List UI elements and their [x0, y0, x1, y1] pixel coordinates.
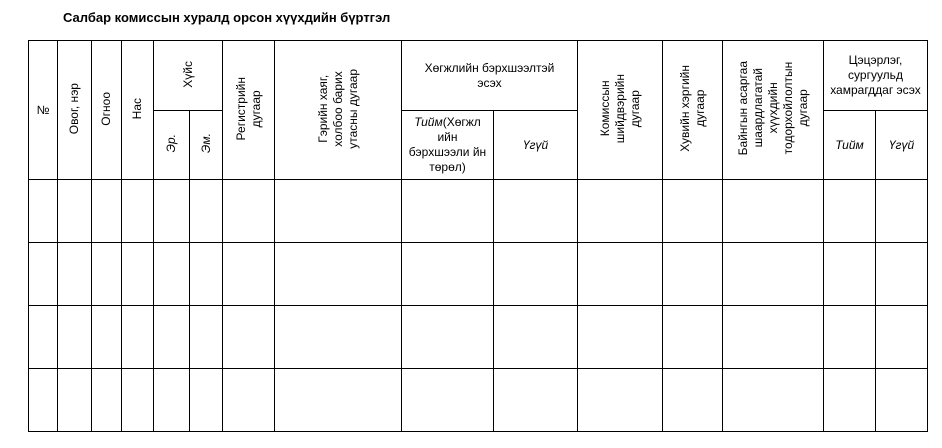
table-cell[interactable]: [824, 306, 876, 369]
table-cell[interactable]: [58, 243, 92, 306]
table-cell[interactable]: [275, 306, 402, 369]
table-cell[interactable]: [223, 306, 275, 369]
table-cell[interactable]: [578, 243, 663, 306]
col-file-header: Хувийн хэргийн дугаар: [663, 41, 723, 180]
col-birthdate-header: Огноо: [92, 41, 122, 180]
registration-table: [28, 40, 928, 432]
table-cell[interactable]: [58, 369, 92, 432]
table-cell[interactable]: [92, 243, 122, 306]
table-cell[interactable]: [29, 369, 58, 432]
col-female-header: Эм.: [190, 111, 223, 180]
col-disability-header: Хөгжлийн бэрхшээлтэй эсэх: [402, 41, 578, 111]
table-cell[interactable]: [122, 180, 154, 243]
table-cell[interactable]: [494, 243, 578, 306]
table-cell[interactable]: [275, 369, 402, 432]
col-kindergarten-no-header: Үгүй: [876, 111, 928, 180]
col-male-header: Эр.: [154, 111, 190, 180]
table-cell[interactable]: [190, 369, 223, 432]
col-kindergarten-header: Цэцэрлэг, сургуульд хамрагддаг эсэх: [824, 41, 928, 111]
table-cell[interactable]: [275, 180, 402, 243]
table-cell[interactable]: [663, 369, 723, 432]
table-cell[interactable]: [92, 180, 122, 243]
table-cell[interactable]: [154, 369, 190, 432]
table-cell[interactable]: [663, 180, 723, 243]
col-age-header: Нас: [122, 41, 154, 180]
table-row: [29, 180, 928, 243]
table-cell[interactable]: [876, 306, 928, 369]
table-cell[interactable]: [190, 243, 223, 306]
table-cell[interactable]: [494, 180, 578, 243]
table-cell[interactable]: [824, 180, 876, 243]
table-cell[interactable]: [723, 180, 824, 243]
table-cell[interactable]: [154, 306, 190, 369]
col-kindergarten-yes-header: Тийм: [824, 111, 876, 180]
table-cell[interactable]: [223, 243, 275, 306]
table-cell[interactable]: [154, 180, 190, 243]
table-cell[interactable]: [223, 369, 275, 432]
table-cell[interactable]: [723, 306, 824, 369]
table-cell[interactable]: [122, 243, 154, 306]
table-cell[interactable]: [29, 243, 58, 306]
table-cell[interactable]: [402, 243, 494, 306]
col-name-header: Овог, нэр: [58, 41, 92, 180]
table-cell[interactable]: [824, 369, 876, 432]
table-cell[interactable]: [402, 306, 494, 369]
col-disability-no-header: Үгүй: [494, 111, 578, 180]
table-cell[interactable]: [494, 306, 578, 369]
page-title: Салбар комиссын хуралд орсон хүүхдийн бүртгэл: [63, 10, 391, 25]
table-cell[interactable]: [876, 369, 928, 432]
table-cell[interactable]: [29, 180, 58, 243]
col-disability-yes-header: Тийм(Хөгжл ийн бэрхшээли йн төрөл): [402, 111, 494, 180]
table-cell[interactable]: [58, 306, 92, 369]
table-cell[interactable]: [578, 180, 663, 243]
table-cell[interactable]: [190, 306, 223, 369]
table-cell[interactable]: [122, 306, 154, 369]
table-cell[interactable]: [876, 243, 928, 306]
table-cell[interactable]: [494, 369, 578, 432]
table-cell[interactable]: [578, 369, 663, 432]
table-cell[interactable]: [402, 369, 494, 432]
table-cell[interactable]: [876, 180, 928, 243]
table-cell[interactable]: [824, 243, 876, 306]
table-cell[interactable]: [92, 306, 122, 369]
table-cell[interactable]: [122, 369, 154, 432]
col-decision-header: Комиссын шийдвэрийн дугаар: [578, 41, 663, 180]
table-row: [29, 243, 928, 306]
col-permanent-care-header: Байнгын асаргаа шаардлагатай хүүхдийн тодорхойлолтын дугаар: [723, 41, 824, 180]
table-cell[interactable]: [663, 306, 723, 369]
table-row: [29, 369, 928, 432]
table-cell[interactable]: [190, 180, 223, 243]
table-cell[interactable]: [723, 369, 824, 432]
table-cell[interactable]: [154, 243, 190, 306]
table-cell[interactable]: [663, 243, 723, 306]
table-cell[interactable]: [29, 306, 58, 369]
table-cell[interactable]: [723, 243, 824, 306]
col-number-header: №: [29, 41, 58, 180]
table-cell[interactable]: [578, 306, 663, 369]
table-cell[interactable]: [58, 180, 92, 243]
col-sex-header: Хүйс: [154, 41, 223, 111]
table-cell[interactable]: [275, 243, 402, 306]
table-cell[interactable]: [92, 369, 122, 432]
col-address-header: Гэрийн хаяг, холбоо барих утасны дугаар: [275, 41, 402, 180]
table-row: [29, 306, 928, 369]
table-cell[interactable]: [223, 180, 275, 243]
table-cell[interactable]: [402, 180, 494, 243]
col-register-header: Регистрийн дугаар: [223, 41, 275, 180]
